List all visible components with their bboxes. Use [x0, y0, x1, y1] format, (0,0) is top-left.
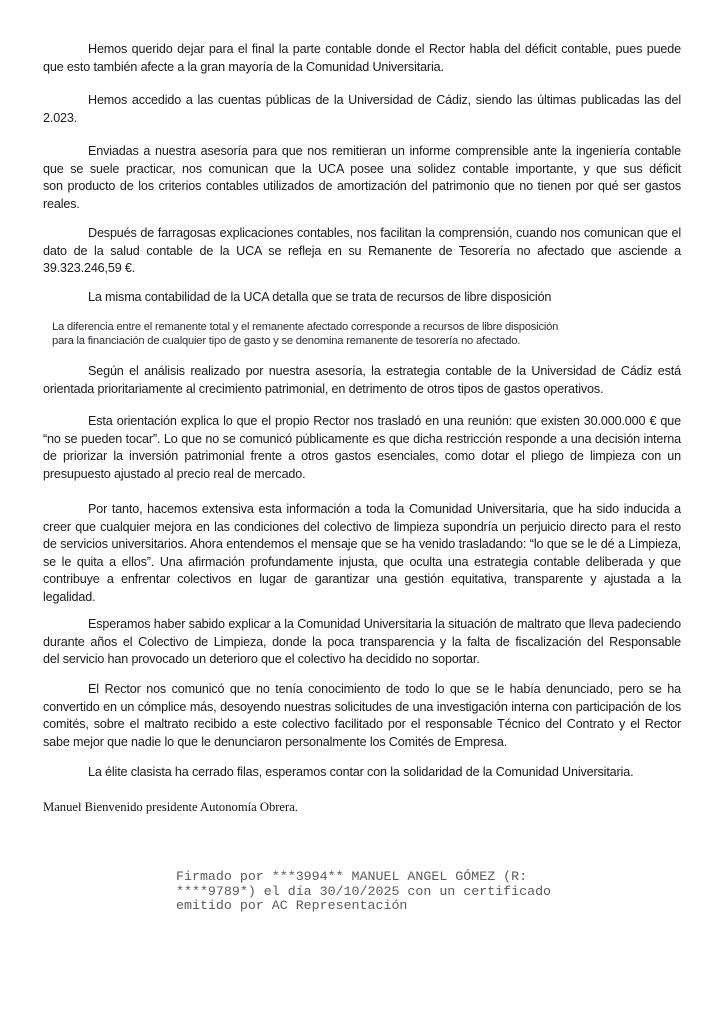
- text-line: creer que cualquier mejora en las condiciones del colectivo de limpieza supondría un perjuicio directo para el resto: [43, 519, 681, 534]
- text-line: Hemos querido dejar para el final la parte contable donde el Rector habla del déficit contable, pues puede: [88, 42, 681, 56]
- text-line: orientada prioritariamente al crecimiento patrimonial, en detrimento de otros tipos de gastos operativos.: [43, 381, 604, 396]
- text-line: durante años el Colectivo de Limpieza, donde la poca transparencia y la falta de fiscalización del Responsable: [43, 634, 681, 649]
- signature-line: Manuel Bienvenido presidente Autonomía Obrera.: [43, 800, 298, 814]
- quote-line: La diferencia entre el remanente total y el remanente afectado corresponde a recursos de libre disposición: [52, 321, 559, 333]
- text-line: convertido en un cómplice más, desoyendo nuestras solicitudes de una investigación interna con participación de los: [43, 699, 681, 714]
- text-line: comités, sobre el maltrato recibido a este colectivo facilitado por el responsable Técnico del Contrato y el Rector: [43, 717, 681, 732]
- text-line: 2.023.: [43, 110, 78, 125]
- text-line: que esto también afecte a la gran mayoría de la Comunidad Universitaria.: [43, 59, 444, 74]
- paragraph-rector-meeting: [43, 413, 681, 483]
- stamp-line: ****9789*) el día 30/10/2025 con un certificado: [176, 883, 552, 899]
- text-line: Enviadas a nuestra asesoría para que nos remitieran un informe comprensible ante la ingeniería contable: [88, 144, 681, 158]
- paragraph-mistreatment: [43, 616, 681, 669]
- quote-line: para la financiación de cualquier tipo de gasto y se denomina remanente de tesorería no afectado.: [52, 335, 521, 347]
- text-line: Esperamos haber sabido explicar a la Comunidad Universitaria la situación de maltrato que lleva padeciendo: [88, 617, 681, 631]
- text-line: Según el análisis realizado por nuestra asesoría, la estrategia contable de la Universidad de Cádiz está: [88, 364, 681, 378]
- text-line: Por tanto, hacemos extensiva esta información a toda la Comunidad Universitaria, que ha sido inducida a: [88, 502, 681, 516]
- text-line: Después de farragosas explicaciones contables, nos facilitan la comprensión, cuando nos comunican que el: [88, 226, 681, 240]
- text-line: legalidad.: [43, 589, 96, 604]
- text-line: de priorizar la inversión patrimonial frente a otros gastos esenciales, como dotar el pliego de limpieza con un: [43, 449, 681, 464]
- text-line: sabe mejor que nadie lo que le denunciaron personalmente los Comités de Empresa.: [43, 734, 508, 749]
- paragraph-closing: [43, 764, 681, 782]
- text-line: contribuye a enfrentar colectivos en lugar de garantizar una gestión equitativa, transparente y ajustada a la: [43, 572, 681, 587]
- paragraph-rector-complicity: [43, 681, 681, 751]
- quoted-accounting-excerpt: [52, 320, 612, 348]
- digital-signature-stamp: [176, 870, 551, 914]
- text-line: Esta orientación explica lo que el propio Rector nos trasladó en una reunión: que existen 30.000.000 € que: [88, 414, 681, 428]
- text-line: del servicio han provocado un deterioro que el colectivo ha decidido no soportar.: [43, 652, 480, 667]
- text-line: presupuesto ajustado al precio real de mercado.: [43, 466, 306, 481]
- stamp-line: emitido por AC Representación: [176, 898, 408, 913]
- paragraph-accounting-strategy: [43, 363, 681, 398]
- paragraph-treasury-remainder: [43, 225, 681, 278]
- text-line: “no se pueden tocar”. Lo que no se comunicó públicamente es que dicha restricción responde a una decisión interna: [43, 431, 681, 446]
- paragraph-public-accounts: [43, 92, 681, 127]
- paragraph-advisory-report: [43, 143, 681, 213]
- paragraph-community-information: [43, 501, 681, 607]
- text-line: se le quita a ellos”. Una afirmación profundamente injusta, que oculta una estrategia contable deliberada y que: [43, 554, 681, 569]
- text-line: dato de la salud contable de la UCA se refleja en su Remanente de Tesorería no afectado que asciende a: [43, 243, 681, 258]
- text-line: La misma contabilidad de la UCA detalla que se trata de recursos de libre disposición: [88, 290, 552, 304]
- paragraph-free-resources: [43, 289, 681, 307]
- text-line: de servicios universitarios. Ahora entendemos el mensaje que se ha venido trasladando: “lo que se le dé a Limpieza,: [43, 537, 681, 552]
- text-line: La élite clasista ha cerrado filas, esperamos contar con la solidaridad de la Comunidad Universitaria.: [88, 765, 634, 779]
- text-line: 39.323.246,59 €.: [43, 261, 136, 276]
- text-line: que se suele practicar, nos comunican que la UCA posee una solidez contable importante, y que sus déficit: [43, 161, 681, 176]
- stamp-line: Firmado por ***3994** MANUEL ANGEL GÓMEZ (R:: [176, 869, 528, 884]
- text-line: El Rector nos comunicó que no tenía conocimiento de todo lo que se le había denunciado, pero se ha: [88, 682, 681, 696]
- text-line: Hemos accedido a las cuentas públicas de la Universidad de Cádiz, siendo las últimas publicadas las del: [88, 93, 681, 107]
- text-line: reales.: [43, 196, 80, 211]
- paragraph-deficit-intro: [43, 41, 681, 76]
- text-line: son producto de los criterios contables utilizados de amortización del patrimonio que no tienen por qué ser gastos: [43, 179, 681, 194]
